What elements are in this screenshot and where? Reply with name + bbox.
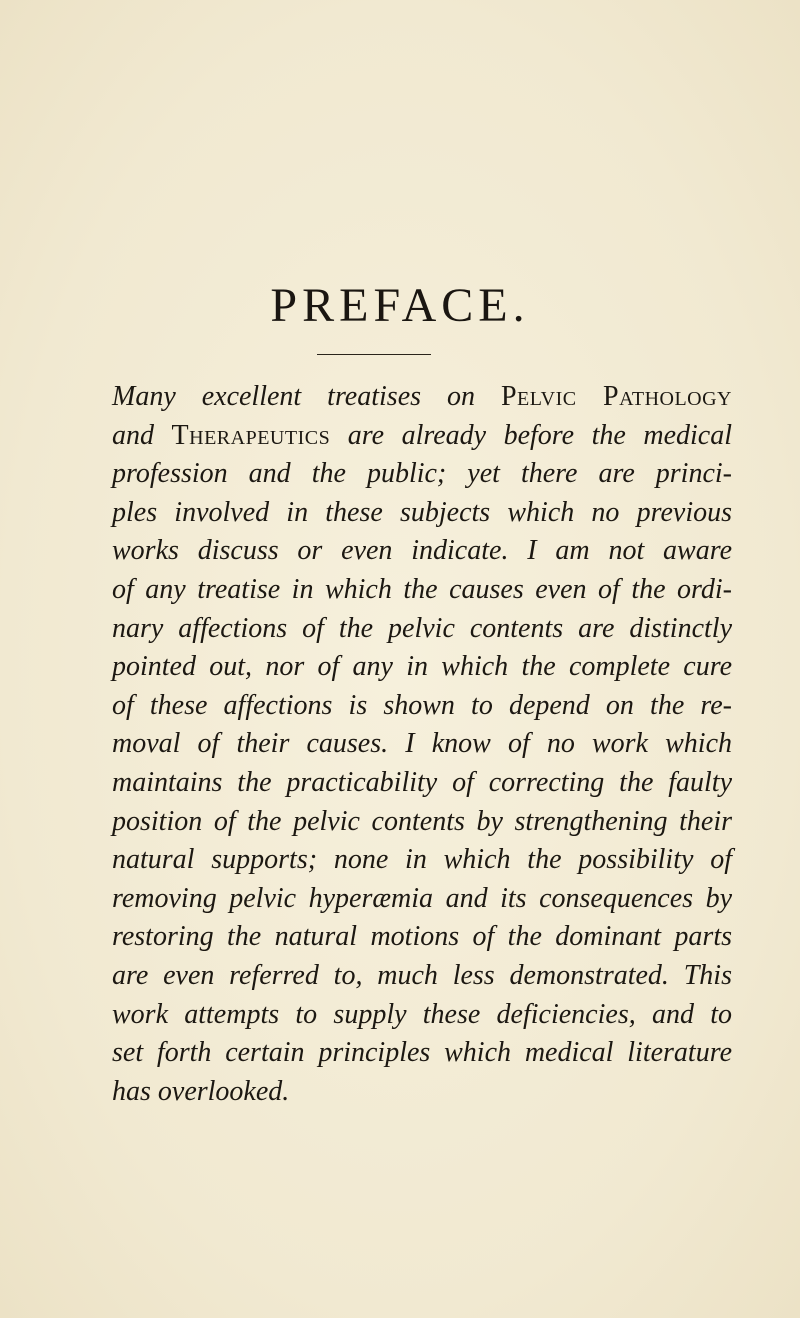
text-line-12: position of the pelvic contents by strengthening their (112, 805, 732, 837)
text-line-16: are even referred to, much less demonstrated. This (112, 959, 732, 991)
text-line-17: work attempts to supply these deficiencies, and to (112, 998, 732, 1030)
text-line-10: moval of their causes. I know of no work which (112, 728, 732, 760)
text-line-1: Many excellent treatises on Pelvic Pathology (112, 381, 733, 412)
text-line-5: works discuss or even indicate. I am not aware (112, 535, 732, 567)
text-line-18: set forth certain principles which medical literature (112, 1037, 732, 1069)
text-line-7: nary affections of the pelvic contents are distinctly (112, 612, 732, 644)
page-title: PREFACE. (270, 279, 530, 332)
text-line-2: and Therapeutics are already before the medical (112, 419, 732, 451)
title-divider (317, 354, 431, 355)
text-line-13: natural supports; none in which the possibility of (112, 844, 732, 876)
text-line-19: has overlooked. (112, 1075, 290, 1107)
text-line-8: pointed out, nor of any in which the complete cure (112, 651, 732, 683)
text-line-4: ples involved in these subjects which no previous (112, 496, 732, 528)
text-line-3: profession and the public; yet there are princi- (112, 458, 732, 490)
text-line-9: of these affections is shown to depend on the re- (112, 689, 732, 721)
text-line-14: removing pelvic hyperæmia and its consequences by (112, 882, 732, 914)
text-line-15: restoring the natural motions of the dominant parts (112, 921, 732, 953)
text-line-11: maintains the practicability of correcting the faulty (112, 766, 732, 798)
preface-paragraph (112, 378, 732, 1111)
text-line-6: of any treatise in which the causes even of the ordi- (112, 573, 732, 605)
